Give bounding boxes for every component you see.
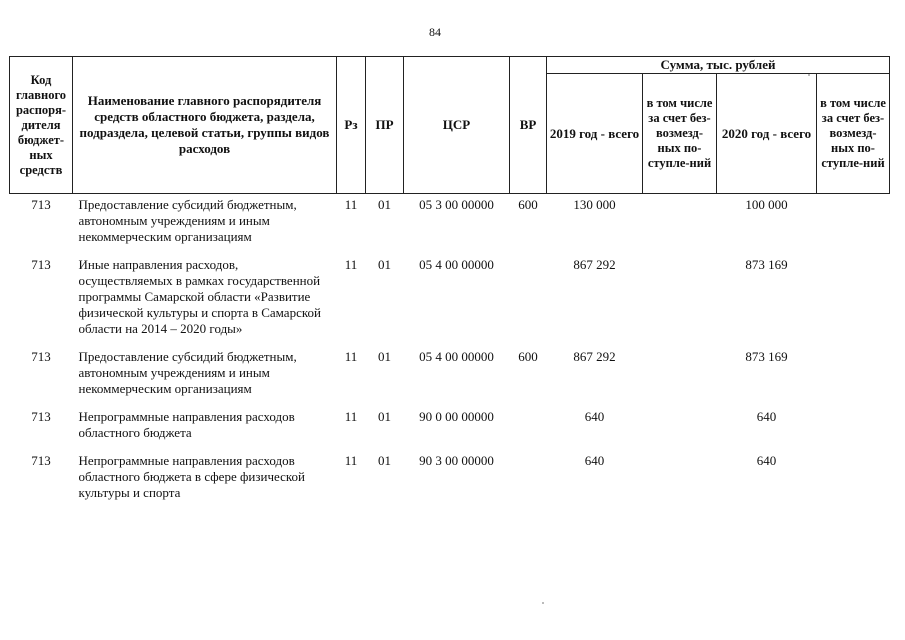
cell-csr: 05 4 00 00000	[419, 349, 494, 364]
header-vr: ВР	[510, 57, 547, 194]
cell-pr: 01	[378, 409, 391, 424]
budget-table	[9, 56, 890, 513]
cell-csr: 90 0 00 00000	[419, 409, 494, 424]
cell-vr: 600	[518, 197, 538, 212]
cell-2019-incl	[643, 453, 717, 513]
cell-rz: 11	[344, 349, 358, 364]
cell-vr	[510, 257, 547, 349]
cell-code: 713	[31, 257, 51, 272]
cell-vr: 600	[518, 349, 538, 364]
cell-csr: 05 4 00 00000	[419, 257, 494, 272]
header-2019-total: 2019 год - всего	[547, 74, 643, 194]
cell-2020-total: 640	[756, 453, 777, 468]
cell-2020-incl	[817, 453, 890, 513]
cell-code: 713	[31, 197, 51, 212]
cell-2020-incl	[817, 257, 890, 349]
table-row	[10, 349, 890, 409]
cell-rz: 11	[344, 409, 358, 424]
cell-2020-incl	[817, 409, 890, 453]
cell-2020-incl	[817, 194, 890, 258]
header-pr: ПР	[366, 57, 404, 194]
header-code: Код главного распоря-дителя бюджет-ных средств	[10, 57, 73, 194]
page-number: 84	[429, 25, 441, 39]
header-name: Наименование главного распорядителя средств областного бюджета, раздела, подраздела, целевой статьи, группы видов расходов	[73, 57, 337, 194]
cell-2020-total: 100 000	[745, 197, 788, 212]
cell-csr: 05 3 00 00000	[419, 197, 494, 212]
cell-vr	[510, 409, 547, 453]
cell-name: Предоставление субсидий бюджетным, автономным учреждениям и иным некоммерческим организациям	[78, 349, 297, 396]
header-csr: ЦСР	[404, 57, 510, 194]
table-row	[10, 409, 890, 453]
cell-2019-total: 640	[584, 409, 605, 424]
cell-csr: 90 3 00 00000	[419, 453, 494, 468]
header-sum-group: Сумма, тыс. рублей	[547, 57, 890, 74]
cell-name: Иные направления расходов, осуществляемых в рамках государственной программы Самарской области «Развитие физической культуры и спорта в Самарской области на 2014 – 2020 годы»	[78, 257, 321, 336]
cell-code: 713	[31, 349, 51, 364]
cell-pr: 01	[378, 257, 391, 272]
cell-2020-incl	[817, 349, 890, 409]
cell-pr: 01	[378, 349, 391, 364]
cell-2020-total: 873 169	[745, 257, 788, 272]
header-2019-incl: в том числе за счет без-возмезд-ных по-ступле-ний	[643, 74, 717, 194]
scan-speck	[808, 74, 810, 76]
cell-name: Непрограммные направления расходов областного бюджета в сфере физической культуры и спорта	[78, 453, 305, 500]
cell-pr: 01	[378, 197, 391, 212]
table-header	[10, 57, 890, 194]
cell-2019-total: 867 292	[573, 349, 616, 364]
cell-2020-total: 873 169	[745, 349, 788, 364]
cell-vr	[510, 453, 547, 513]
table-row	[10, 257, 890, 349]
header-rz: Рз	[337, 57, 366, 194]
scan-speck	[542, 602, 544, 604]
cell-2020-total: 640	[756, 409, 777, 424]
table-row	[10, 194, 890, 258]
cell-pr: 01	[378, 453, 391, 468]
cell-name: Предоставление субсидий бюджетным, автономным учреждениям и иным некоммерческим организациям	[78, 197, 297, 244]
header-2020-incl: в том числе за счет без-возмезд-ных по-ступле-ний	[817, 74, 890, 194]
cell-rz: 11	[344, 453, 358, 468]
cell-2019-total: 130 000	[573, 197, 616, 212]
cell-2019-incl	[643, 349, 717, 409]
cell-2019-incl	[643, 194, 717, 258]
cell-2019-total: 867 292	[573, 257, 616, 272]
cell-2019-incl	[643, 257, 717, 349]
cell-code: 713	[31, 409, 51, 424]
cell-2019-incl	[643, 409, 717, 453]
cell-rz: 11	[344, 257, 358, 272]
cell-name: Непрограммные направления расходов областного бюджета	[78, 409, 295, 440]
cell-rz: 11	[344, 197, 358, 212]
cell-2019-total: 640	[584, 453, 605, 468]
table-row	[10, 453, 890, 513]
header-2020-total: 2020 год - всего	[717, 74, 817, 194]
cell-code: 713	[31, 453, 51, 468]
